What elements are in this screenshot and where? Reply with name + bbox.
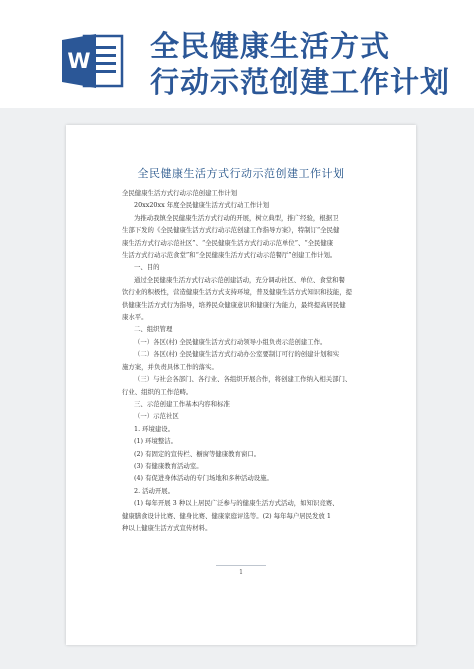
body-line: 康生活方式行动示范社区”、“全民健康生活方式行动示范单位”、“全民健康 — [122, 238, 334, 247]
body-line: （三）与社会各部门、各行业、各组织开展合作，将创建工作纳入相关部门、 — [134, 375, 352, 384]
body-line: 通过全民健康生活方式行动示范创建活动，充分调动社区、单位、食堂和餐 — [134, 275, 345, 284]
word-document-icon — [62, 30, 124, 92]
document-page — [66, 125, 416, 645]
svg-text:W: W — [67, 49, 91, 73]
body-line: (1) 每年开展 3 种以上居民广泛参与的健康生活方式活动，如知识竞赛、 — [134, 499, 339, 508]
body-line: 生活方式行动示范食堂”和“全民健康生活方式行动示范餐厅”创建工作计划。 — [122, 251, 337, 260]
body-line: 为推动我镇全民健康生活方式行动的开展，树立典型，推广经验，根据卫 — [134, 213, 339, 222]
body-line: 行业、组织的工作范畴。 — [122, 387, 193, 396]
body-line: (3) 有健康教育活动室。 — [134, 461, 203, 470]
document-title: 全民健康生活方式行动示范创建工作计划 — [137, 167, 345, 180]
body-line: 供健康生活方式行为指导，培养民众健康意识和健康行为能力，最终提高居民健 — [122, 300, 346, 309]
banner-title — [150, 28, 470, 100]
body-line: 全民健康生活方式行动示范创建工作计划 — [122, 189, 238, 197]
document-body — [122, 187, 362, 534]
body-line: （一）示范社区 — [134, 412, 179, 421]
body-line: （一）各区(村) 全民健康生活方式行动领导小组负责示范创建工作。 — [134, 337, 327, 346]
body-line: 生部下发的《全民健康生活方式行动示范创建工作指导方案》，特制订“全民健 — [122, 226, 340, 235]
body-line: 康水平。 — [122, 313, 148, 322]
banner-title-line-1: 全民健康生活方式 — [150, 29, 391, 63]
body-line: 饮行业的积极性，营造健康生活方式支持环境，普及健康生活方式知识和技能，提 — [122, 288, 353, 297]
body-line: 2. 活动开展。 — [134, 486, 175, 495]
body-line: 健康膳食设计比赛、健身比赛、健康家庭评选等。(2) 每年每户居民发放 1 — [122, 511, 331, 520]
body-line: 一、目的 — [134, 263, 160, 272]
body-line: 20xx20xx 年度全民健康生活方式行动工作计划 — [134, 201, 269, 210]
page-number-rule — [216, 565, 266, 566]
body-line: 1. 环境建设。 — [134, 424, 175, 433]
banner-title-line-2: 行动示范创建工作计划 — [150, 65, 451, 99]
body-line: (2) 有固定的宣传栏、橱窗等健康教育窗口。 — [134, 449, 261, 458]
body-line: 三、示范创建工作基本内容和标准 — [134, 399, 230, 408]
banner — [0, 0, 474, 110]
page-number: 1 — [239, 569, 243, 576]
body-line: 施方案，并负责具体工作的落实。 — [122, 362, 218, 371]
body-line: 二、组织管理 — [134, 325, 173, 334]
body-line: (4) 有促进身体活动的专门场地和多种活动设施。 — [134, 474, 273, 483]
body-line: 种以上健康生活方式宣传材料。 — [122, 523, 212, 532]
body-line: (1) 环境整洁。 — [134, 437, 178, 446]
body-line: （二）各区(村) 全民健康生活方式行动办公室要制订可行的创建计划和实 — [134, 350, 340, 359]
